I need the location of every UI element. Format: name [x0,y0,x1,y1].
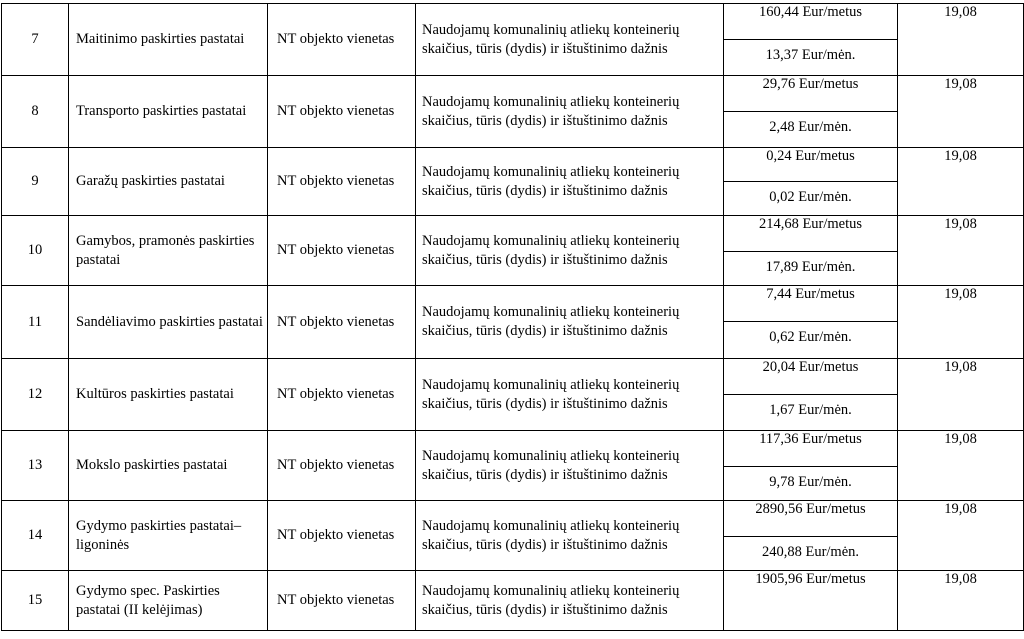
measurement-unit: NT objekto vienetas [268,571,416,631]
fee-table-body [2,4,1024,631]
rate-value: 19,08 [898,76,1024,148]
fee-cell [724,148,898,216]
fee-per-year: 160,44 Eur/metus [724,4,897,40]
building-purpose: Gamybos, pramonės paskirties pastatai [69,216,268,286]
criteria-description: Naudojamų komunalinių atliekų konteinerių skaičius, tūris (dydis) ir ištuštinimo dažnis [416,431,724,501]
row-number: 9 [2,148,69,216]
measurement-unit: NT objekto vienetas [268,4,416,76]
fee-per-month: 1,67 Eur/mėn. [769,402,852,418]
table-row [2,148,1024,216]
criteria-description: Naudojamų komunalinių atliekų konteinerių skaičius, tūris (dydis) ir ištuštinimo dažnis [416,501,724,571]
fee-cell [724,359,898,431]
criteria-description: Naudojamų komunalinių atliekų konteinerių skaičius, tūris (dydis) ir ištuštinimo dažnis [416,148,724,216]
fee-per-year: 214,68 Eur/metus [724,216,897,252]
table-row [2,216,1024,286]
fee-per-year: 0,24 Eur/metus [724,148,897,182]
rate-value: 19,08 [898,286,1024,359]
fee-per-month: 240,88 Eur/mėn. [761,543,860,560]
table-row [2,571,1024,631]
rate-value: 19,08 [898,148,1024,216]
measurement-unit: NT objekto vienetas [268,216,416,286]
building-purpose: Gydymo spec. Paskirties pastatai (II kelėjimas) [69,571,268,631]
table-row [2,286,1024,359]
rate-value: 19,08 [898,216,1024,286]
criteria-description: Naudojamų komunalinių atliekų konteinerių skaičius, tūris (dydis) ir ištuštinimo dažnis [416,216,724,286]
fee-per-year: 117,36 Eur/metus [724,431,897,467]
table-row [2,501,1024,571]
fee-per-month: 0,02 Eur/mėn. [769,189,852,206]
measurement-unit: NT objekto vienetas [268,286,416,359]
building-purpose: Garažų paskirties pastatai [69,148,268,216]
row-number: 15 [2,571,69,631]
fee-cell [724,4,898,76]
fee-cell [724,571,898,631]
criteria-description: Naudojamų komunalinių atliekų konteinerių skaičius, tūris (dydis) ir ištuštinimo dažnis [416,76,724,148]
fee-per-month: 17,89 Eur/mėn. [765,258,856,275]
building-purpose: Kultūros paskirties pastatai [69,359,268,431]
fee-per-year: 20,04 Eur/metus [724,359,897,395]
fee-per-month: 13,37 Eur/mėn. [765,47,856,63]
building-purpose: Transporto paskirties pastatai [69,76,268,148]
fee-per-month: 0,62 Eur/mėn. [769,329,852,345]
rate-value: 19,08 [898,431,1024,501]
fee-cell [724,431,898,501]
building-purpose: Mokslo paskirties pastatai [69,431,268,501]
fee-table [1,3,1024,631]
fee-cell [724,216,898,286]
measurement-unit: NT objekto vienetas [268,501,416,571]
rate-value: 19,08 [898,4,1024,76]
rate-value: 19,08 [898,501,1024,571]
fee-per-month [724,601,897,630]
row-number: 13 [2,431,69,501]
measurement-unit: NT objekto vienetas [268,76,416,148]
fee-per-year: 29,76 Eur/metus [724,76,897,112]
table-row [2,4,1024,76]
fee-cell [724,286,898,359]
table-row [2,76,1024,148]
building-purpose: Gydymo paskirties pastatai– ligoninės [69,501,268,571]
measurement-unit: NT objekto vienetas [268,359,416,431]
building-purpose: Maitinimo paskirties pastatai [69,4,268,76]
fee-per-year: 2890,56 Eur/metus [724,501,897,537]
measurement-unit: NT objekto vienetas [268,431,416,501]
row-number: 14 [2,501,69,571]
measurement-unit: NT objekto vienetas [268,148,416,216]
fee-per-year: 7,44 Eur/metus [724,286,897,322]
fee-per-year: 1905,96 Eur/metus [755,571,866,587]
rate-value: 19,08 [898,359,1024,431]
row-number: 8 [2,76,69,148]
table-row [2,431,1024,501]
criteria-description: Naudojamų komunalinių atliekų konteinerių skaičius, tūris (dydis) ir ištuštinimo dažnis [416,4,724,76]
table-row [2,359,1024,431]
row-number: 11 [2,286,69,359]
fee-per-month: 2,48 Eur/mėn. [769,119,852,135]
criteria-description: Naudojamų komunalinių atliekų konteinerių skaičius, tūris (dydis) ir ištuštinimo dažnis [416,571,724,631]
fee-per-month: 9,78 Eur/mėn. [769,473,852,490]
criteria-description: Naudojamų komunalinių atliekų konteinerių skaičius, tūris (dydis) ir ištuštinimo dažnis [416,286,724,359]
row-number: 12 [2,359,69,431]
rate-value: 19,08 [898,571,1024,631]
criteria-description: Naudojamų komunalinių atliekų konteinerių skaičius, tūris (dydis) ir ištuštinimo dažnis [416,359,724,431]
building-purpose: Sandėliavimo paskirties pastatai [69,286,268,359]
row-number: 7 [2,4,69,76]
fee-cell [724,76,898,148]
fee-cell [724,501,898,571]
row-number: 10 [2,216,69,286]
